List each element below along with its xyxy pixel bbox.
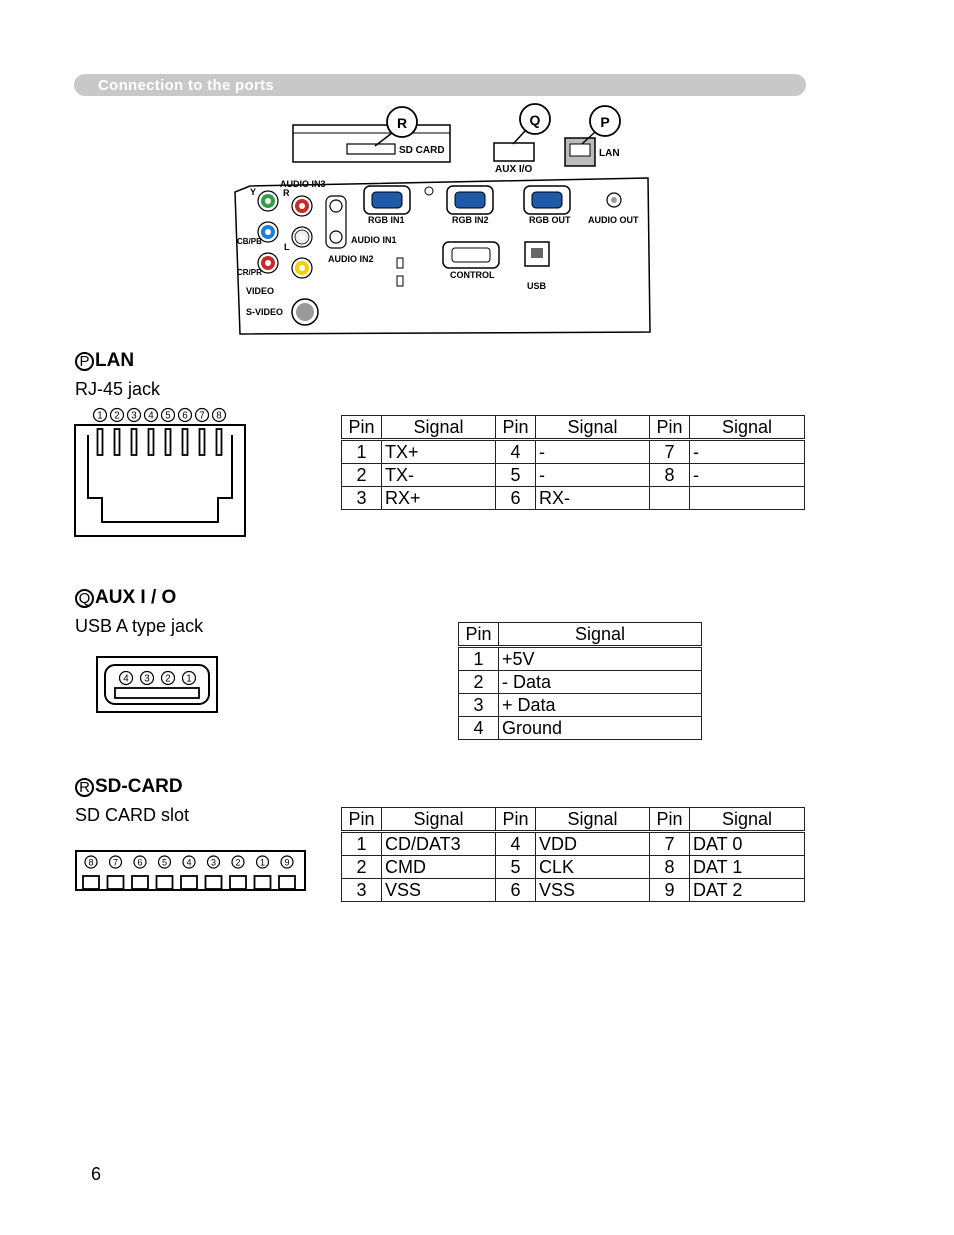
signal-cell: DAT 2 (690, 879, 805, 902)
header-pin: Pin (496, 808, 536, 832)
signal-cell: - Data (499, 671, 702, 694)
sd-pin-contact (83, 876, 99, 889)
rear-panel-diagram (230, 100, 660, 340)
section-banner (74, 74, 806, 96)
lan-pin-table (341, 415, 805, 510)
pin-number-label: 7 (199, 410, 205, 422)
pin-number-label: 6 (137, 857, 143, 868)
rj45-pin-contact (98, 429, 103, 455)
signal-cell: CMD (382, 856, 496, 879)
label-audio-in1: AUDIO IN1 (351, 235, 397, 245)
pin-cell: 1 (342, 832, 382, 856)
sd-pin-table (341, 807, 805, 902)
table-row (459, 694, 702, 717)
pin-cell: 8 (650, 856, 690, 879)
pin-cell: 9 (650, 879, 690, 902)
label-aux-io: AUX I/O (495, 164, 533, 175)
sd-pin-contact (108, 876, 124, 889)
header-signal: Signal (690, 416, 805, 440)
label-audio-in3: AUDIO IN3 (280, 179, 326, 189)
pin-cell: 1 (342, 440, 382, 464)
signal-cell: - (690, 464, 805, 487)
rj45-jack-diagram (72, 405, 250, 540)
sd-card-slot-diagram (74, 849, 308, 894)
pin-number-label: 1 (186, 673, 192, 685)
callout-p: P (600, 114, 610, 130)
pin-cell: 2 (459, 671, 499, 694)
label-rgb-in1: RGB IN1 (368, 215, 405, 225)
pin-cell: 7 (650, 440, 690, 464)
pin-cell: 8 (650, 464, 690, 487)
signal-cell: DAT 1 (690, 856, 805, 879)
sd-subtitle: SD CARD slot (75, 805, 190, 825)
sd-pin-contact (181, 876, 197, 889)
label-rgb-out: RGB OUT (529, 215, 571, 225)
label-lan: LAN (599, 148, 620, 159)
rj45-pin-contact (115, 429, 120, 455)
pin-cell: 6 (496, 487, 536, 510)
signal-cell (690, 487, 805, 510)
signal-cell: CD/DAT3 (382, 832, 496, 856)
signal-cell: + Data (499, 694, 702, 717)
label-r: R (283, 188, 290, 198)
rj45-pin-contact (149, 429, 154, 455)
page-number: 6 (91, 1164, 102, 1184)
pin-cell: 4 (459, 717, 499, 740)
pin-number-label: 4 (186, 857, 192, 868)
sd-letter: R (75, 778, 94, 797)
aux-title: AUX I / O (95, 587, 177, 608)
pin-number-label: 8 (88, 857, 94, 868)
pin-cell (650, 487, 690, 510)
label-video: VIDEO (246, 286, 275, 296)
label-sd-card: SD CARD (399, 145, 445, 156)
label-cr-pr: CR/PR (237, 268, 262, 277)
lan-subtitle: RJ-45 jack (75, 379, 161, 399)
header-pin: Pin (650, 416, 690, 440)
signal-cell: - (536, 464, 650, 487)
sd-pin-contact (132, 876, 148, 889)
header-pin: Pin (342, 808, 382, 832)
pin-cell: 6 (496, 879, 536, 902)
header-signal: Signal (382, 808, 496, 832)
pin-number-label: 2 (235, 857, 241, 868)
pin-cell: 2 (342, 856, 382, 879)
header-pin: Pin (459, 623, 499, 647)
table-row (342, 879, 805, 902)
sd-pin-contact (255, 876, 271, 889)
label-audio-out: AUDIO OUT (588, 215, 639, 225)
rj45-pin-contact (166, 429, 171, 455)
signal-cell: - (690, 440, 805, 464)
signal-cell: VDD (536, 832, 650, 856)
lan-heading (75, 350, 134, 372)
table-header-row (342, 416, 805, 440)
callout-q: Q (529, 112, 541, 128)
signal-cell: TX+ (382, 440, 496, 464)
pin-number-label: 1 (97, 410, 103, 422)
sd-pin-contact (230, 876, 246, 889)
pin-number-label: 5 (161, 857, 168, 868)
table-row (459, 717, 702, 740)
table-row (459, 647, 702, 671)
usb-a-jack-diagram (95, 655, 221, 717)
table-header-row (342, 808, 805, 832)
label-y: Y (250, 187, 257, 197)
callout-r: R (396, 115, 408, 131)
pin-cell: 1 (459, 647, 499, 671)
signal-cell: VSS (382, 879, 496, 902)
pin-cell: 4 (496, 832, 536, 856)
sd-pin-contact (279, 876, 295, 889)
pin-cell: 3 (459, 694, 499, 717)
aux-heading (75, 587, 176, 609)
label-rgb-in2: RGB IN2 (452, 215, 489, 225)
header-signal: Signal (690, 808, 805, 832)
sd-heading (75, 776, 183, 798)
section-banner-title: Connection to the ports (98, 77, 275, 94)
header-signal: Signal (382, 416, 496, 440)
header-pin: Pin (496, 416, 536, 440)
sd-pin-contact (206, 876, 222, 889)
label-control: CONTROL (450, 270, 495, 280)
aux-pin-table (458, 622, 702, 740)
table-row (342, 832, 805, 856)
label-audio-in2: AUDIO IN2 (328, 254, 374, 264)
signal-cell: VSS (536, 879, 650, 902)
pin-cell: 2 (342, 464, 382, 487)
pin-number-label: 4 (148, 410, 154, 422)
header-signal: Signal (536, 808, 650, 832)
lan-title: LAN (95, 350, 135, 371)
rj45-pin-contact (200, 429, 205, 455)
pin-cell: 7 (650, 832, 690, 856)
pin-number-label: 3 (210, 857, 217, 868)
table-row (342, 856, 805, 879)
signal-cell: +5V (499, 647, 702, 671)
label-cb-pb: CB/PB (237, 237, 262, 246)
pin-cell: 5 (496, 464, 536, 487)
table-row (342, 487, 805, 510)
pin-cell: 5 (496, 856, 536, 879)
signal-cell: RX+ (382, 487, 496, 510)
label-s-video: S-VIDEO (246, 307, 284, 317)
sd-pin-contact (157, 876, 173, 889)
signal-cell: RX- (536, 487, 650, 510)
signal-cell: DAT 0 (690, 832, 805, 856)
pin-number-label: 3 (144, 673, 150, 685)
pin-number-label: 7 (112, 857, 119, 868)
signal-cell: Ground (499, 717, 702, 740)
aux-subtitle: USB A type jack (75, 616, 204, 636)
pin-cell: 3 (342, 879, 382, 902)
header-pin: Pin (342, 416, 382, 440)
label-l: L (284, 242, 290, 252)
signal-cell: TX- (382, 464, 496, 487)
pin-cell: 3 (342, 487, 382, 510)
rj45-pin-contact (132, 429, 137, 455)
pin-number-label: 5 (165, 410, 171, 422)
sd-title: SD-CARD (95, 776, 183, 797)
rj45-pin-contact (217, 429, 222, 455)
header-pin: Pin (650, 808, 690, 832)
pin-number-label: 2 (165, 673, 171, 685)
table-row (342, 440, 805, 464)
aux-port-shape (494, 143, 534, 161)
pin-number-label: 1 (259, 857, 266, 868)
table-header-row (459, 623, 702, 647)
table-row (342, 464, 805, 487)
label-usb: USB (527, 281, 547, 291)
lan-letter: P (75, 352, 94, 371)
header-signal: Signal (536, 416, 650, 440)
signal-cell: CLK (536, 856, 650, 879)
pin-number-label: 2 (114, 410, 120, 422)
pin-number-label: 3 (131, 410, 137, 422)
table-row (459, 671, 702, 694)
header-signal: Signal (499, 623, 702, 647)
sd-slot-shape (347, 144, 395, 154)
pin-number-label: 6 (182, 410, 188, 422)
rj45-pin-contact (183, 429, 188, 455)
pin-number-label: 9 (284, 857, 290, 868)
aux-letter: Q (75, 589, 94, 608)
pin-number-label: 4 (123, 673, 129, 685)
pin-cell: 4 (496, 440, 536, 464)
signal-cell: - (536, 440, 650, 464)
pin-number-label: 8 (216, 410, 222, 422)
